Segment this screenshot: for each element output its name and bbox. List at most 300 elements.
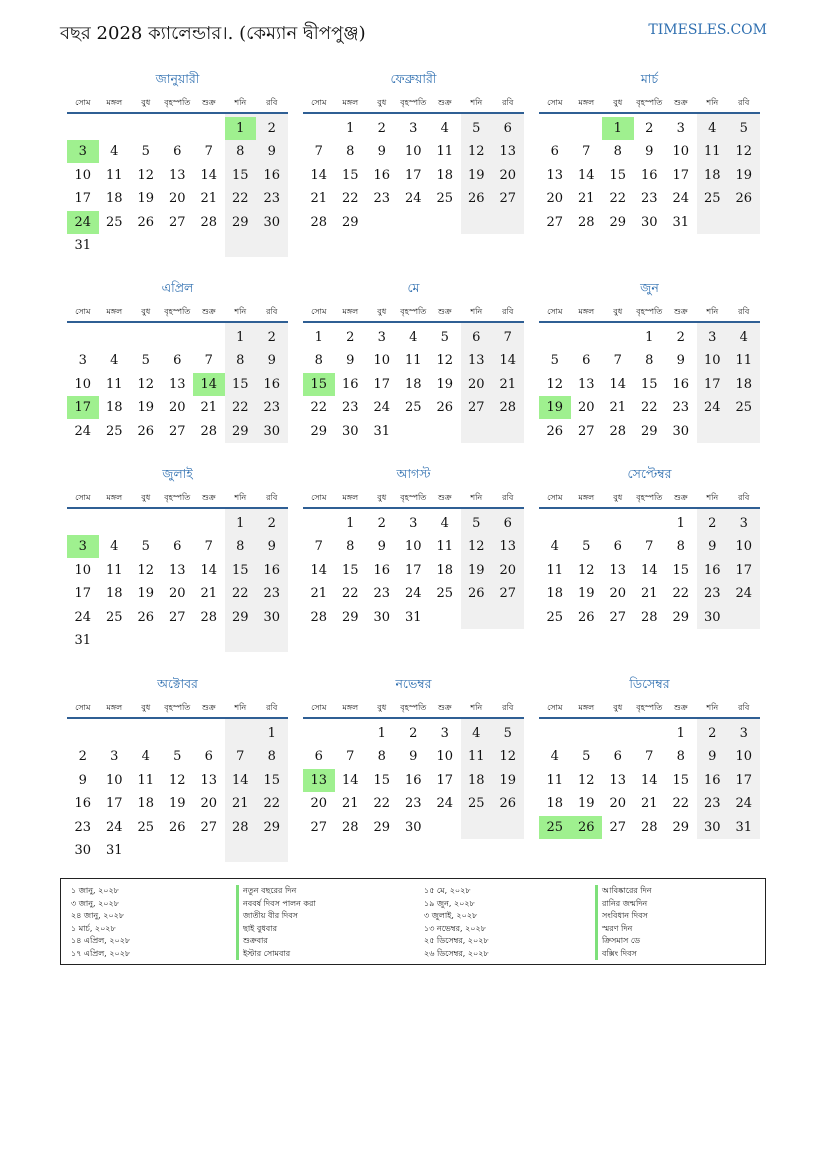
day-cell: 2 xyxy=(708,726,717,741)
page-title: বছর 2028 ক্যালেন্ডার।. (কেম্যান দ্বীপপুঞ্জ) xyxy=(60,23,366,44)
holiday-day-cell: 19 xyxy=(539,396,571,419)
day-cell: 12 xyxy=(577,772,595,788)
weekday-label: মঙ্গল xyxy=(342,703,359,712)
weekday-label: রবি xyxy=(266,307,278,316)
day-cell: 16 xyxy=(263,562,281,578)
day-cell: 6 xyxy=(613,539,622,555)
day-cell: 23 xyxy=(373,586,391,602)
day-cell: 10 xyxy=(105,772,123,788)
day-cell: 8 xyxy=(645,353,654,369)
day-cell: 12 xyxy=(137,376,155,392)
day-cell: 16 xyxy=(703,772,721,788)
weekday-label: রবি xyxy=(502,703,514,712)
weekday-label: মঙ্গল xyxy=(342,493,359,502)
weekday-label: সোম xyxy=(75,703,91,712)
day-cell: 31 xyxy=(373,423,391,439)
day-cell: 29 xyxy=(231,609,249,625)
day-cell: 1 xyxy=(346,516,355,531)
day-cell: 18 xyxy=(105,586,123,602)
day-cell: 6 xyxy=(173,353,182,369)
weekday-label: শুক্র xyxy=(201,703,216,712)
day-cell: 2 xyxy=(346,330,355,345)
day-cell: 22 xyxy=(231,586,249,602)
holiday-name: বক্সিং দিবস xyxy=(595,948,652,961)
day-cell: 14 xyxy=(640,562,658,578)
day-cell: 15 xyxy=(231,167,249,183)
day-cell: 20 xyxy=(609,586,627,602)
day-cell: 27 xyxy=(577,423,595,439)
holiday-date: ১ মার্চ, ২০২৮ xyxy=(71,923,116,933)
weekday-label: বৃহস্পতি xyxy=(164,493,191,502)
day-cell: 8 xyxy=(236,144,245,160)
day-cell: 21 xyxy=(200,191,218,207)
day-cell: 1 xyxy=(236,330,245,345)
day-cell: 12 xyxy=(137,562,155,578)
day-cell: 21 xyxy=(499,376,517,392)
day-cell: 18 xyxy=(735,376,753,392)
day-cell: 16 xyxy=(672,376,690,392)
weekday-label: বুধ xyxy=(377,307,387,316)
weekday-label: বুধ xyxy=(613,703,623,712)
weekday-label: শুক্র xyxy=(437,493,452,502)
day-cell: 13 xyxy=(577,376,595,392)
day-cell: 26 xyxy=(137,423,155,439)
weekday-label: বুধ xyxy=(141,703,151,712)
day-cell: 29 xyxy=(672,819,690,835)
weekday-label: সোম xyxy=(75,98,91,107)
day-cell: 12 xyxy=(546,376,564,392)
holiday-name: নতুন বছরের দিন xyxy=(236,885,316,898)
holiday-names-column-1 xyxy=(236,885,316,960)
weekday-label: বৃহস্পতি xyxy=(636,703,663,712)
day-cell: 20 xyxy=(577,400,595,416)
day-cell: 24 xyxy=(672,191,690,207)
day-cell: 10 xyxy=(373,353,391,369)
day-cell: 11 xyxy=(735,353,753,369)
month-name: মার্চ xyxy=(640,71,659,86)
month-name: অক্টোবর xyxy=(157,676,198,691)
day-cell: 8 xyxy=(267,749,276,765)
day-cell: 28 xyxy=(200,609,218,625)
holiday-name: রানির জন্মদিন xyxy=(595,898,652,911)
day-cell: 15 xyxy=(672,562,690,578)
day-cell: 24 xyxy=(703,400,721,416)
day-cell: 12 xyxy=(168,772,186,788)
day-cell: 26 xyxy=(137,214,155,230)
holiday-names-column-2 xyxy=(595,885,652,960)
day-cell: 8 xyxy=(236,353,245,369)
weekday-label: সোম xyxy=(311,703,327,712)
day-cell: 17 xyxy=(373,376,391,392)
day-cell: 10 xyxy=(74,376,92,392)
day-cell: 17 xyxy=(74,586,92,602)
day-cell: 8 xyxy=(314,353,323,369)
weekday-label: শনি xyxy=(706,98,719,107)
day-cell: 16 xyxy=(263,376,281,392)
day-cell: 24 xyxy=(373,400,391,416)
month-name: নভেম্বর xyxy=(395,676,432,691)
day-cell: 11 xyxy=(105,376,123,392)
day-cell: 5 xyxy=(141,353,150,369)
day-cell: 5 xyxy=(739,121,748,136)
day-cell: 28 xyxy=(200,423,218,439)
day-cell: 25 xyxy=(703,191,721,207)
day-cell: 14 xyxy=(231,772,249,788)
day-cell: 29 xyxy=(310,423,328,439)
day-cell: 3 xyxy=(409,516,418,531)
day-cell: 10 xyxy=(74,167,92,183)
day-cell: 7 xyxy=(346,749,355,765)
day-cell: 1 xyxy=(267,726,276,741)
weekday-label: বুধ xyxy=(377,493,387,502)
weekday-label: রবি xyxy=(502,98,514,107)
day-cell: 7 xyxy=(613,353,622,369)
day-cell: 16 xyxy=(341,376,359,392)
weekday-label: সোম xyxy=(75,307,91,316)
weekday-label: সোম xyxy=(75,493,91,502)
holiday-name: স্মরণ দিন xyxy=(595,923,652,936)
day-cell: 4 xyxy=(472,726,481,741)
day-cell: 12 xyxy=(499,749,517,765)
day-cell: 25 xyxy=(436,191,454,207)
day-cell: 20 xyxy=(499,562,517,578)
day-cell: 19 xyxy=(577,586,595,602)
day-cell: 22 xyxy=(263,796,281,812)
day-cell: 10 xyxy=(703,353,721,369)
month-name: সেপ্টেম্বর xyxy=(627,466,672,481)
day-cell: 9 xyxy=(377,539,386,555)
day-cell: 24 xyxy=(436,796,454,812)
day-cell: 10 xyxy=(404,144,422,160)
day-cell: 19 xyxy=(137,400,155,416)
weekday-label: মঙ্গল xyxy=(106,493,123,502)
day-cell: 18 xyxy=(546,586,564,602)
weekday-label: বুধ xyxy=(141,98,151,107)
day-cell: 9 xyxy=(409,749,418,765)
holiday-day-cell: 1 xyxy=(225,117,257,140)
day-cell: 11 xyxy=(546,772,564,788)
weekday-label: রবি xyxy=(738,493,750,502)
day-cell: 24 xyxy=(404,191,422,207)
day-cell: 21 xyxy=(200,400,218,416)
day-cell: 31 xyxy=(735,819,753,835)
holiday-day-cell: 15 xyxy=(303,373,335,396)
day-cell: 20 xyxy=(467,376,485,392)
day-cell: 6 xyxy=(582,353,591,369)
day-cell: 9 xyxy=(708,539,717,555)
day-cell: 12 xyxy=(467,539,485,555)
weekday-label: সোম xyxy=(547,98,563,107)
holiday-dates-column-1 xyxy=(71,885,130,960)
brand-link[interactable]: TIMESLES.COM xyxy=(648,22,767,38)
day-cell: 31 xyxy=(74,633,92,648)
day-cell: 17 xyxy=(436,772,454,788)
day-cell: 27 xyxy=(168,423,186,439)
weekday-label: শুক্র xyxy=(437,703,452,712)
weekday-label: বুধ xyxy=(613,307,623,316)
holiday-day-cell: 1 xyxy=(602,117,634,140)
weekday-label: শুক্র xyxy=(673,703,688,712)
day-cell: 30 xyxy=(263,214,281,230)
weekday-label: বুধ xyxy=(613,98,623,107)
day-cell: 12 xyxy=(735,144,753,160)
weekday-label: সোম xyxy=(311,307,327,316)
weekday-label: সোম xyxy=(547,493,563,502)
day-cell: 17 xyxy=(703,376,721,392)
day-cell: 3 xyxy=(708,330,717,345)
holiday-dates-column-2 xyxy=(424,885,489,960)
holiday-list xyxy=(60,878,766,965)
day-cell: 19 xyxy=(436,376,454,392)
day-cell: 10 xyxy=(735,539,753,555)
day-cell: 15 xyxy=(341,562,359,578)
day-cell: 20 xyxy=(609,796,627,812)
day-cell: 30 xyxy=(373,609,391,625)
day-cell: 27 xyxy=(499,191,517,207)
day-cell: 22 xyxy=(231,400,249,416)
day-cell: 20 xyxy=(310,796,328,812)
day-cell: 14 xyxy=(577,167,595,183)
holiday-date: ১ জানু, ২০২৮ xyxy=(71,886,119,895)
weekday-label: রবি xyxy=(266,98,278,107)
day-cell: 3 xyxy=(739,516,748,531)
weekday-label: শনি xyxy=(470,493,483,502)
weekday-label: বুধ xyxy=(377,98,387,107)
weekday-label: বৃহস্পতি xyxy=(636,493,663,502)
day-cell: 13 xyxy=(499,539,517,555)
day-cell: 24 xyxy=(735,586,753,602)
day-cell: 25 xyxy=(467,796,485,812)
holiday-name: নববর্ষ দিবস পালন করা xyxy=(236,898,316,911)
day-cell: 4 xyxy=(110,144,119,160)
day-cell: 8 xyxy=(676,749,685,765)
day-cell: 22 xyxy=(341,191,359,207)
day-cell: 14 xyxy=(310,167,328,183)
day-cell: 15 xyxy=(341,167,359,183)
day-cell: 20 xyxy=(499,167,517,183)
day-cell: 22 xyxy=(609,191,627,207)
day-cell: 6 xyxy=(173,539,182,555)
day-cell: 8 xyxy=(676,539,685,555)
weekday-label: বুধ xyxy=(377,703,387,712)
day-cell: 11 xyxy=(105,562,123,578)
day-cell: 26 xyxy=(168,819,186,835)
month-name: জুন xyxy=(640,280,659,295)
day-cell: 23 xyxy=(263,191,281,207)
day-cell: 7 xyxy=(204,144,213,160)
day-cell: 4 xyxy=(550,539,559,555)
day-cell: 30 xyxy=(263,423,281,439)
day-cell: 11 xyxy=(105,167,123,183)
day-cell: 1 xyxy=(346,121,355,136)
holiday-date: ২৫ ডিসেম্বর, ২০২৮ xyxy=(424,936,489,945)
day-cell: 11 xyxy=(467,749,485,765)
month-name: আগস্ট xyxy=(396,466,431,481)
day-cell: 25 xyxy=(105,609,123,625)
day-cell: 5 xyxy=(141,539,150,555)
day-cell: 2 xyxy=(267,516,276,531)
day-cell: 4 xyxy=(440,516,449,531)
holiday-name: আবিষ্কারের দিন xyxy=(595,885,652,898)
day-cell: 27 xyxy=(499,586,517,602)
day-cell: 4 xyxy=(550,749,559,765)
day-cell: 13 xyxy=(200,772,218,788)
weekday-label: শনি xyxy=(234,493,247,502)
day-cell: 2 xyxy=(645,121,654,136)
day-cell: 9 xyxy=(267,353,276,369)
day-cell: 18 xyxy=(404,376,422,392)
day-cell: 8 xyxy=(236,539,245,555)
holiday-day-cell: 25 xyxy=(539,816,571,839)
day-cell: 31 xyxy=(404,609,422,625)
day-cell: 17 xyxy=(735,562,753,578)
day-cell: 6 xyxy=(503,516,512,531)
day-cell: 23 xyxy=(404,796,422,812)
day-cell: 2 xyxy=(267,121,276,136)
day-cell: 6 xyxy=(314,749,323,765)
day-cell: 11 xyxy=(436,144,454,160)
holiday-day-cell: 24 xyxy=(67,211,99,234)
day-cell: 5 xyxy=(141,144,150,160)
day-cell: 9 xyxy=(377,144,386,160)
day-cell: 24 xyxy=(735,796,753,812)
day-cell: 16 xyxy=(404,772,422,788)
holiday-day-cell: 13 xyxy=(303,769,335,792)
weekday-label: শনি xyxy=(470,307,483,316)
weekday-label: বৃহস্পতি xyxy=(636,98,663,107)
day-cell: 14 xyxy=(200,562,218,578)
weekday-label: বৃহস্পতি xyxy=(400,98,427,107)
day-cell: 22 xyxy=(310,400,328,416)
day-cell: 19 xyxy=(735,167,753,183)
day-cell: 16 xyxy=(373,167,391,183)
day-cell: 11 xyxy=(436,539,454,555)
day-cell: 9 xyxy=(267,539,276,555)
day-cell: 21 xyxy=(310,586,328,602)
weekday-label: মঙ্গল xyxy=(342,307,359,316)
day-cell: 1 xyxy=(676,516,685,531)
day-cell: 5 xyxy=(582,749,591,765)
day-cell: 8 xyxy=(613,144,622,160)
weekday-label: মঙ্গল xyxy=(578,307,595,316)
day-cell: 28 xyxy=(499,400,517,416)
day-cell: 16 xyxy=(703,562,721,578)
day-cell: 22 xyxy=(373,796,391,812)
month-name: এপ্রিল xyxy=(161,280,194,295)
day-cell: 28 xyxy=(640,819,658,835)
day-cell: 20 xyxy=(546,191,564,207)
holiday-day-cell: 14 xyxy=(193,373,225,396)
day-cell: 30 xyxy=(404,819,422,835)
day-cell: 21 xyxy=(640,796,658,812)
weekday-label: রবি xyxy=(738,98,750,107)
day-cell: 3 xyxy=(110,749,119,765)
day-cell: 4 xyxy=(440,121,449,136)
day-cell: 11 xyxy=(137,772,155,788)
weekday-label: শুক্র xyxy=(437,98,452,107)
holiday-day-cell: 3 xyxy=(67,140,99,163)
day-cell: 27 xyxy=(168,214,186,230)
day-cell: 14 xyxy=(609,376,627,392)
holiday-name: ছাই বুধবার xyxy=(236,923,316,936)
day-cell: 4 xyxy=(141,749,150,765)
day-cell: 28 xyxy=(310,609,328,625)
day-cell: 18 xyxy=(436,167,454,183)
holiday-date: ৩ জানু, ২০২৮ xyxy=(71,898,119,908)
day-cell: 21 xyxy=(310,191,328,207)
day-cell: 30 xyxy=(341,423,359,439)
weekday-label: রবি xyxy=(266,493,278,502)
day-cell: 10 xyxy=(735,749,753,765)
weekday-label: রবি xyxy=(738,703,750,712)
day-cell: 3 xyxy=(409,121,418,136)
weekday-label: বুধ xyxy=(141,307,151,316)
holiday-date: ১৭ এপ্রিল, ২০২৮ xyxy=(71,948,131,958)
day-cell: 13 xyxy=(609,772,627,788)
weekday-label: শুক্র xyxy=(201,493,216,502)
day-cell: 15 xyxy=(263,772,281,788)
day-cell: 17 xyxy=(105,796,123,812)
day-cell: 29 xyxy=(373,819,391,835)
day-cell: 7 xyxy=(645,749,654,765)
weekday-label: শনি xyxy=(470,98,483,107)
holiday-name: শুক্রবার xyxy=(236,935,316,948)
holiday-date: ২৬ ডিসেম্বর, ২০২৮ xyxy=(424,948,489,958)
day-cell: 5 xyxy=(472,516,481,531)
day-cell: 30 xyxy=(703,609,721,625)
day-cell: 2 xyxy=(409,726,418,741)
day-cell: 10 xyxy=(404,539,422,555)
weekday-label: শনি xyxy=(706,703,719,712)
weekday-label: মঙ্গল xyxy=(106,703,123,712)
weekday-label: শুক্র xyxy=(673,307,688,316)
day-cell: 18 xyxy=(105,191,123,207)
weekday-label: রবি xyxy=(502,307,514,316)
day-cell: 17 xyxy=(404,167,422,183)
day-cell: 9 xyxy=(267,144,276,160)
weekday-label: শনি xyxy=(234,307,247,316)
day-cell: 22 xyxy=(672,586,690,602)
day-cell: 4 xyxy=(708,121,717,136)
day-cell: 29 xyxy=(609,214,627,230)
day-cell: 26 xyxy=(467,586,485,602)
day-cell: 23 xyxy=(263,586,281,602)
weekday-label: সোম xyxy=(311,493,327,502)
day-cell: 25 xyxy=(735,400,753,416)
day-cell: 14 xyxy=(310,562,328,578)
day-cell: 3 xyxy=(676,121,685,136)
day-cell: 31 xyxy=(672,214,690,230)
day-cell: 30 xyxy=(672,423,690,439)
day-cell: 18 xyxy=(703,167,721,183)
weekday-label: সোম xyxy=(547,307,563,316)
day-cell: 5 xyxy=(550,353,559,369)
weekday-label: মঙ্গল xyxy=(106,98,123,107)
day-cell: 10 xyxy=(672,144,690,160)
weekday-label: সোম xyxy=(547,703,563,712)
day-cell: 12 xyxy=(137,167,155,183)
day-cell: 7 xyxy=(645,539,654,555)
day-cell: 19 xyxy=(137,191,155,207)
day-cell: 17 xyxy=(672,167,690,183)
month-name: জুলাই xyxy=(162,466,193,481)
holiday-date: ১৫ মে, ২০২৮ xyxy=(424,886,471,895)
weekday-label: শনি xyxy=(706,307,719,316)
day-cell: 16 xyxy=(373,562,391,578)
day-cell: 28 xyxy=(609,423,627,439)
day-cell: 21 xyxy=(640,586,658,602)
day-cell: 3 xyxy=(78,353,87,369)
